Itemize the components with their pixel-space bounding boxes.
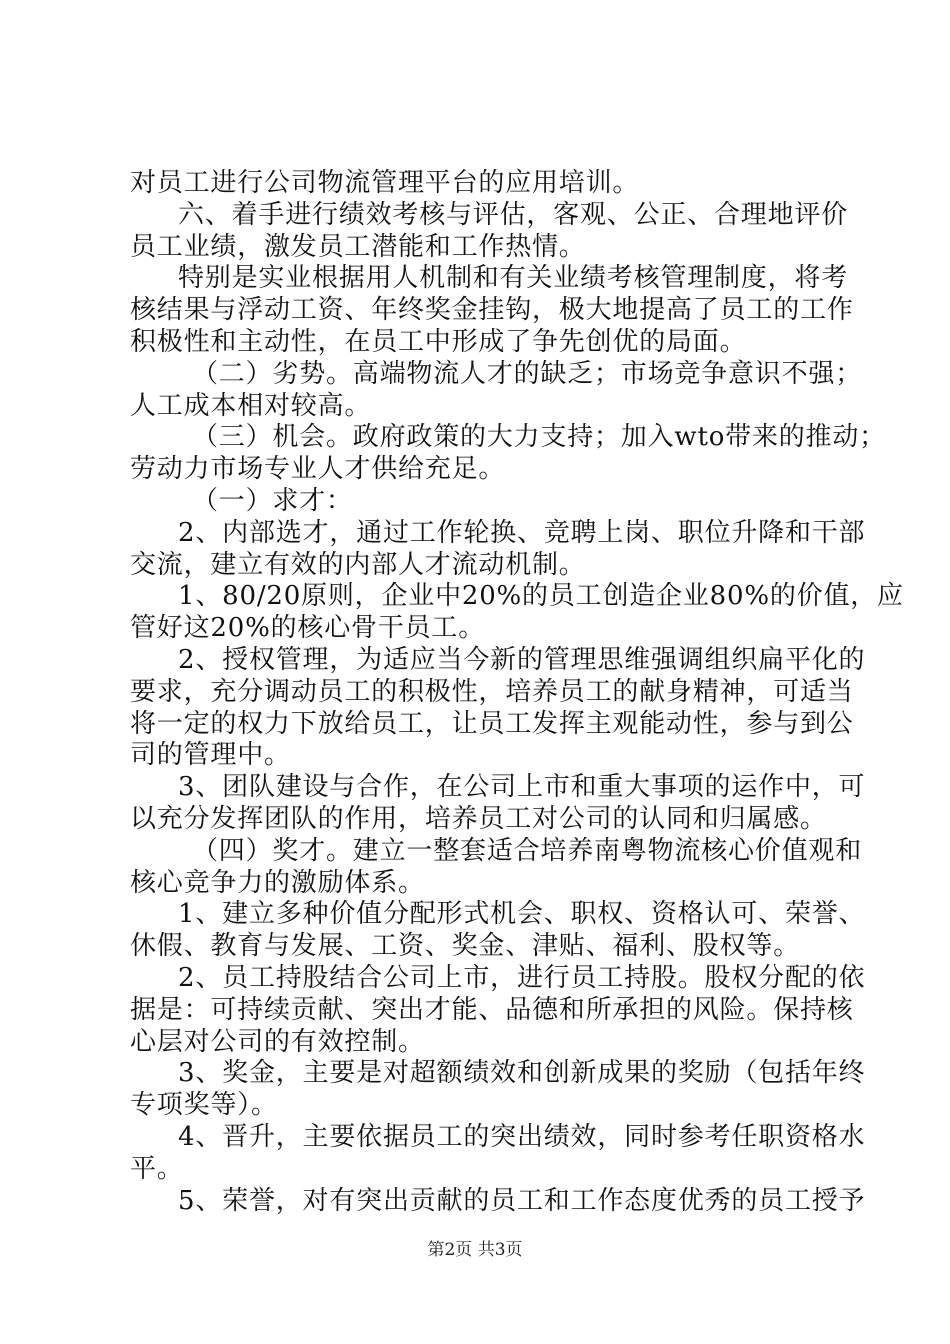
- text-line: 心层对公司的有效控制。: [130, 1026, 425, 1057]
- text-line: 管好这20%的核心骨干员工。: [130, 613, 485, 644]
- text-line: 5、荣誉，对有突出贡献的员工和工作态度优秀的员工授予: [178, 1185, 866, 1216]
- text-line: 以充分发挥团队的作用，培养员工对公司的认同和归属感。: [130, 803, 827, 834]
- page-footer: 第2页 共3页: [427, 1240, 523, 1260]
- text-line: 劳动力市场专业人才供给充足。: [130, 454, 506, 485]
- text-line: 特别是实业根据用人机制和有关业绩考核管理制度，将考: [178, 263, 849, 294]
- document-body: [130, 168, 904, 1217]
- text-line: 2、员工持股结合公司上市，进行员工持股。股权分配的依: [178, 962, 866, 993]
- text-line: （一）求才：: [192, 485, 353, 516]
- text-line: 2、内部选才，通过工作轮换、竞聘上岗、职位升降和干部: [178, 517, 866, 548]
- text-line: 1、建立多种价值分配形式机会、职权、资格认可、荣誉、: [178, 899, 866, 930]
- text-line: 3、团队建设与合作，在公司上市和重大事项的运作中，可: [178, 772, 866, 803]
- text-line: 2、授权管理，为适应当今新的管理思维强调组织扁平化的: [178, 644, 866, 675]
- text-line: 要求，充分调动员工的积极性，培养员工的献身精神，可适当: [130, 676, 854, 707]
- text-line: （四）奖才。建立一整套适合培养南粤物流核心价值观和: [192, 835, 863, 866]
- text-line: 员工业绩，激发员工潜能和工作热情。: [130, 231, 586, 262]
- text-line: 交流，建立有效的内部人才流动机制。: [130, 549, 586, 580]
- text-line: 据是：可持续贡献、突出才能、品德和所承担的风险。保持核: [130, 994, 854, 1025]
- text-line: 将一定的权力下放给员工，让员工发挥主观能动性，参与到公: [130, 708, 854, 739]
- text-line: 积极性和主动性，在员工中形成了争先创优的局面。: [130, 326, 747, 357]
- text-line: 人工成本相对较高。: [130, 390, 372, 421]
- text-line: 3、奖金，主要是对超额绩效和创新成果的奖励（包括年终: [178, 1058, 866, 1089]
- text-line: 核心竞争力的激励体系。: [130, 867, 425, 898]
- text-line: 1、80/20原则，企业中20%的员工创造企业80%的价值，应: [178, 581, 904, 612]
- text-line: 六、着手进行绩效考核与评估，客观、公正、合理地评价: [178, 199, 849, 230]
- text-line: 核结果与浮动工资、年终奖金挂钩，极大地提高了员工的工作: [130, 295, 854, 326]
- text-line: （三）机会。政府政策的大力支持；加入wto带来的推动；: [192, 422, 886, 453]
- text-line: 对员工进行公司物流管理平台的应用培训。: [130, 168, 640, 198]
- text-line: 4、晋升，主要依据员工的突出绩效，同时参考任职资格水: [178, 1121, 866, 1152]
- text-line: 休假、教育与发展、工资、奖金、津贴、福利、股权等。: [130, 931, 801, 962]
- text-line: 平。: [130, 1153, 184, 1184]
- text-line: （二）劣势。高端物流人才的缺乏；市场竞争意识不强；: [192, 358, 863, 389]
- text-line: 司的管理中。: [130, 740, 291, 771]
- text-line: 专项奖等）。: [130, 1090, 278, 1121]
